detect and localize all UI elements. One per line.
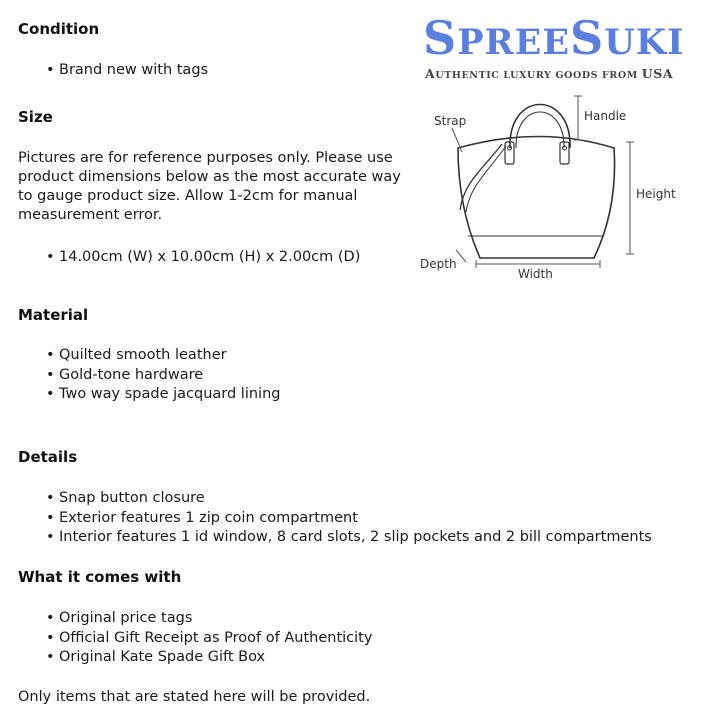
- material-list: [46, 346, 280, 405]
- logo-tagline: AUTHENTIC LUXURY GOODS FROM USA: [425, 66, 674, 81]
- list-item: • Brand new with tags: [46, 61, 208, 81]
- details-list: [46, 489, 652, 548]
- handle-label: Handle: [584, 109, 627, 123]
- details-heading: Details: [18, 448, 78, 466]
- depth-label: Depth: [420, 257, 457, 271]
- list-item: • Snap button closure: [46, 489, 652, 509]
- spreesuki-logo: [423, 12, 717, 81]
- comes-with-heading: What it comes with: [18, 568, 182, 586]
- list-item: • Original Kate Spade Gift Box: [46, 648, 372, 668]
- list-item: • 14.00cm (W) x 10.00cm (H) x 2.00cm (D): [46, 248, 360, 268]
- logo-wordmark: SPREESUKI: [423, 11, 685, 65]
- width-label: Width: [518, 267, 553, 281]
- comes-with-list: [46, 609, 372, 668]
- condition-heading: Condition: [18, 20, 100, 38]
- list-item: • Original price tags: [46, 609, 372, 629]
- list-item: • Gold-tone hardware: [46, 366, 280, 386]
- list-item: • Interior features 1 id window, 8 card slots, 2 slip pockets and 2 bill compartments: [46, 528, 652, 548]
- list-item: • Exterior features 1 zip coin compartment: [46, 509, 652, 529]
- list-item: • Quilted smooth leather: [46, 346, 280, 366]
- size-note: Pictures are for reference purposes only. Please use product dimensions below as the most accurate way to gauge product size. Allow 1-2cm for manual measurement error.: [18, 150, 401, 223]
- strap-label: Strap: [434, 114, 467, 128]
- footer-note: Only items that are stated here will be provided.: [18, 689, 371, 705]
- size-heading: Size: [18, 108, 53, 126]
- size-list: [46, 248, 360, 268]
- material-heading: Material: [18, 306, 89, 324]
- list-item: • Official Gift Receipt as Proof of Authenticity: [46, 629, 372, 649]
- condition-list: [46, 61, 208, 81]
- handbag-illustration: [458, 105, 615, 259]
- list-item: • Two way spade jacquard lining: [46, 385, 280, 405]
- handbag-size-diagram: [418, 90, 688, 285]
- height-label: Height: [636, 187, 676, 201]
